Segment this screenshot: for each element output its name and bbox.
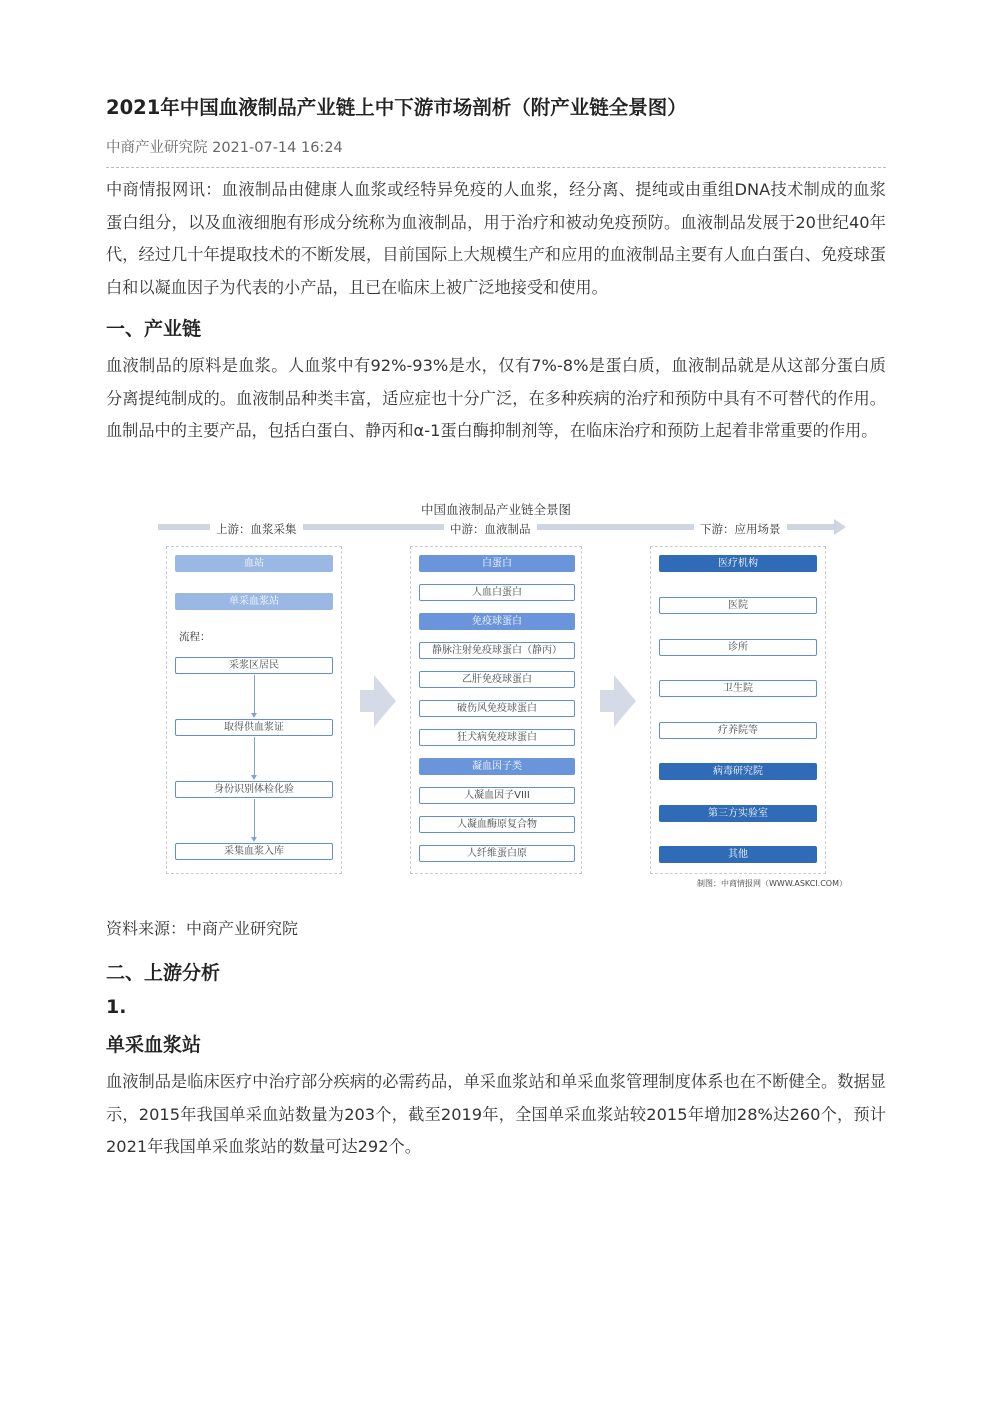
- downstream-item: 卫生院: [659, 680, 817, 697]
- flow-connector: [254, 799, 255, 839]
- midstream-label: 中游：血液制品: [444, 521, 537, 537]
- upstream-column: [166, 546, 342, 874]
- downstream-item: 医疗机构: [659, 555, 817, 572]
- figure-credit: 制图：中商情报网（WWW.ASKCI.COM）: [697, 879, 847, 888]
- section-heading-upstream: 二、上游分析: [106, 962, 221, 984]
- figure-source: 资料来源：中商产业研究院: [106, 919, 299, 938]
- downstream-column: [650, 546, 826, 874]
- category-immunoglobulin: 免疫球蛋白: [419, 613, 575, 630]
- category-coagulation: 凝血因子类: [419, 758, 575, 775]
- midstream-column: [410, 546, 582, 874]
- article-meta: 中商产业研究院 2021-07-14 16:24: [106, 140, 343, 156]
- divider: [106, 167, 886, 168]
- upstream-label: 上游：血浆采集: [210, 521, 303, 537]
- category-albumin: 白蛋白: [419, 555, 575, 572]
- subsection-number: 1.: [106, 996, 127, 1018]
- product-item: 人纤维蛋白原: [419, 845, 575, 862]
- industry-chain-paragraph: 血液制品的原料是血浆。人血浆中有92%-93%是水，仅有7%-8%是蛋白质，血液制品就是从这部分蛋白质分离提纯制成的。血液制品种类丰富，适应症也十分广泛，在多种疾病的治疗和预防中具有不可替代的作用。血制品中的主要产品，包括白蛋白、静丙和α-1蛋白酶抑制剂等，在临床治疗和预防上起着非常重要的作用。: [106, 356, 886, 441]
- section-heading-industry-chain: 一、产业链: [106, 318, 202, 340]
- product-item: 狂犬病免疫球蛋白: [419, 729, 575, 746]
- flow-step-1: 采浆区居民: [175, 657, 333, 674]
- flow-arrow-icon: [251, 775, 257, 780]
- downstream-item: 病毒研究院: [659, 763, 817, 780]
- downstream-item: 疗养院等: [659, 722, 817, 739]
- downstream-label: 下游：应用场景: [694, 521, 787, 537]
- product-item: 乙肝免疫球蛋白: [419, 671, 575, 688]
- stage-arrow-icon: [374, 675, 396, 727]
- stage-arrow-icon: [614, 675, 636, 727]
- box-plasma-station: 单采血浆站: [175, 593, 333, 610]
- product-item: 人凝血因子VIII: [419, 787, 575, 804]
- article-title: 2021年中国血液制品产业链上中下游市场剖析（附产业链全景图）: [106, 96, 687, 119]
- flow-arrow-head: [834, 519, 846, 535]
- flow-step-2: 取得供血浆证: [175, 719, 333, 736]
- box-blood-station: 血站: [175, 555, 333, 572]
- flow-step-3: 身份识别体检化验: [175, 781, 333, 798]
- industry-chain-figure: [146, 494, 846, 894]
- product-item: 人凝血酶原复合物: [419, 816, 575, 833]
- flow-label: 流程：: [179, 631, 211, 643]
- flow-step-4: 采集血浆入库: [175, 843, 333, 860]
- product-item: 人血白蛋白: [419, 584, 575, 601]
- flow-arrow-icon: [251, 837, 257, 842]
- product-item: 破伤风免疫球蛋白: [419, 700, 575, 717]
- downstream-item: 医院: [659, 597, 817, 614]
- downstream-item: 诊所: [659, 639, 817, 656]
- flow-connector: [254, 675, 255, 715]
- subsection-heading: 单采血浆站: [106, 1034, 202, 1056]
- flow-arrow-icon: [251, 713, 257, 718]
- upstream-paragraph: 血液制品是临床医疗中治疗部分疾病的必需药品，单采血浆站和单采血浆管理制度体系也在不断健全。数据显示，2015年我国单采血站数量为203个，截至2019年，全国单采血浆站较2015年增加28%达260个，预计2021年我国单采血浆站的数量可达292个。: [106, 1072, 886, 1157]
- downstream-item: 第三方实验室: [659, 805, 817, 822]
- flow-connector: [254, 737, 255, 777]
- intro-paragraph: 中商情报网讯：血液制品由健康人血浆或经特异免疫的人血浆，经分离、提纯或由重组DNA技术制成的血浆蛋白组分，以及血液细胞有形成分统称为血液制品，用于治疗和被动免疫预防。血液制品发展于20世纪40年代，经过几十年提取技术的不断发展，目前国际上大规模生产和应用的血液制品主要有人血白蛋白、免疫球蛋白和以凝血因子为代表的小产品，且已在临床上被广泛地接受和使用。: [106, 180, 886, 297]
- figure-title: 中国血液制品产业链全景图: [420, 502, 571, 517]
- downstream-item: 其他: [659, 846, 817, 863]
- product-item: 静脉注射免疫球蛋白（静丙）: [419, 642, 575, 659]
